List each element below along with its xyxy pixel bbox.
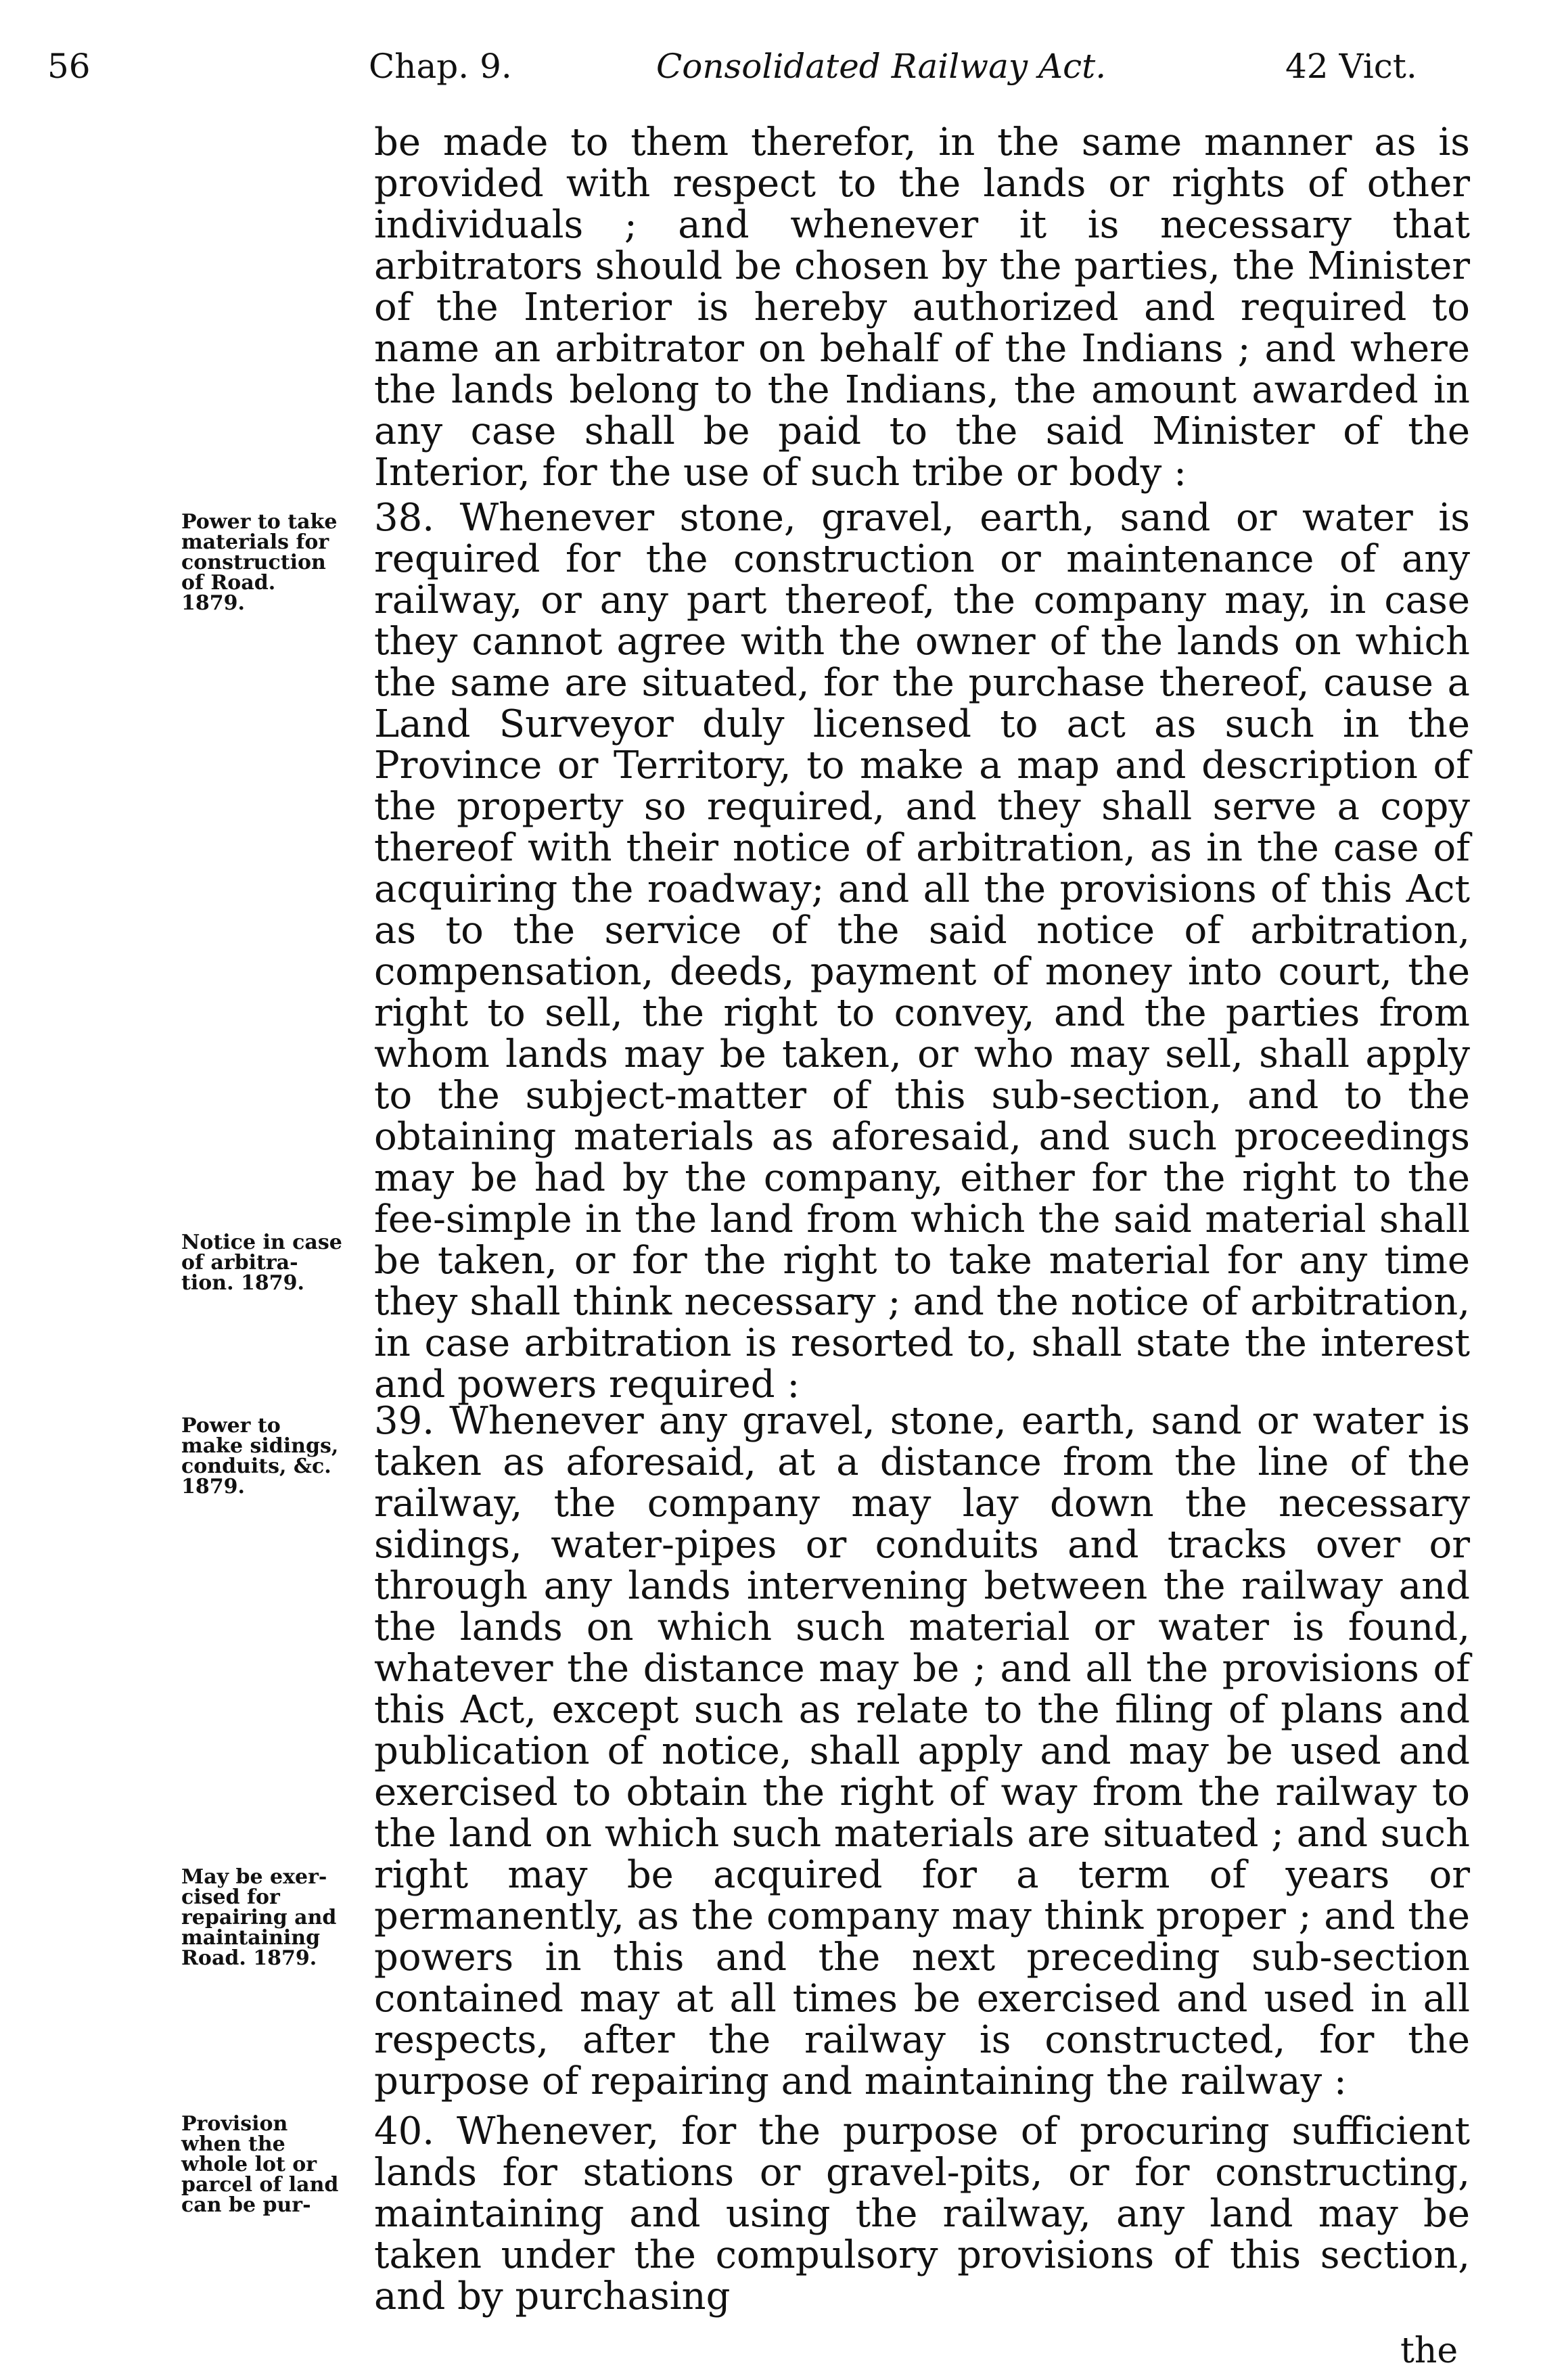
regnal-year: 42 Vict. (1285, 47, 1417, 86)
section-text: Whenever, for the purpose of procuring sufficient lands for stations or gravel-pits, or for constructing, maintaining and using the railway, any land may be taken under the compulsory provisions of this section, and by purchasing (374, 2109, 1470, 2318)
marginal-note: Provision when the whole lot or parcel of land can be pur- (181, 2112, 339, 2217)
chapter-label: Chap. 9. (369, 47, 512, 86)
section-number: 38. (374, 496, 435, 540)
catchword: the (1400, 2331, 1458, 2371)
section-text: Whenever stone, gravel, earth, sand or water is required for the construction or maintenance of any railway, or any part thereof, the company may, in case they cannot agree with the owner of the lands on which the same are situated, for the purchase thereof, cause a Land Surveyor duly licensed to act as such in the Province or Territory, to make a map and description of the property so required, and they shall serve a copy thereof with their notice of arbitration, as in the case of acquiring the roadway; and all the provisions of this Act as to the service of the said notice of arbitration, compensation, deeds, payment of money into court, the right to sell, the right to convey, and the parties from whom lands may be taken, or who may sell, shall apply to the subject-matter of this sub-section, and to the obtaining materials as aforesaid, and such proceedings may be had by the company, either for the right to the fee-simple in the land from which the said material shall be taken, or for the right to take material for any time they shall think necessary ; and the notice of arbitration, in case arbitration is resorted to, shall state the interest and powers required : (374, 496, 1470, 1406)
paragraph-intro: be made to them therefor, in the same manner as is provided with respect to the lands or rights of other individuals ; and whenever it is necessary that arbitrators should be chosen by the parties, the Minister of the Interior is hereby authorized and required to name an arbitrator on behalf of the Indians ; and where the lands belong to the Indians, the amount awarded in any case shall be paid to the said Minister of the Interior, for the use of such tribe or body : (374, 120, 1470, 495)
page-number: 56 (47, 47, 91, 86)
section-38 (374, 497, 1470, 1405)
marginal-note: May be exer- cised for repairing and maintaining Road. 1879. (181, 1865, 337, 1970)
section-40 (374, 2111, 1470, 2317)
section-text: Whenever any gravel, stone, earth, sand or water is taken as aforesaid, at a distance from the line of the railway, the company may lay down the necessary sidings, water-pipes or conduits and tracks over or through any lands intervening between the railway and the lands on which such material or water is found, whatever the distance may be ; and all the provisions of this Act, except such as relate to the filing of plans and publication of notice, shall apply and may be used and exercised to obtain the right of way from the railway to the land on which such materials are situated ; and such right may be acquired for a term of years or permanently, as the company may think proper ; and the powers in this and the next preceding sub-section contained may at all times be exercised and used in all respects, after the railway is constructed, for the purpose of repairing and maintaining the railway : (374, 1399, 1471, 2103)
section-39 (374, 1400, 1470, 2102)
marginal-note: Notice in case of arbitra- tion. 1879. (181, 1231, 342, 1295)
section-number: 39. (374, 1399, 435, 1443)
marginal-note: Power to make sidings, conduits, &c. 1879. (181, 1414, 339, 1498)
running-title: Consolidated Railway Act. (656, 47, 1107, 86)
marginal-note: Power to take materials for construction of Road. 1879. (181, 510, 338, 615)
section-number: 40. (374, 2109, 435, 2153)
